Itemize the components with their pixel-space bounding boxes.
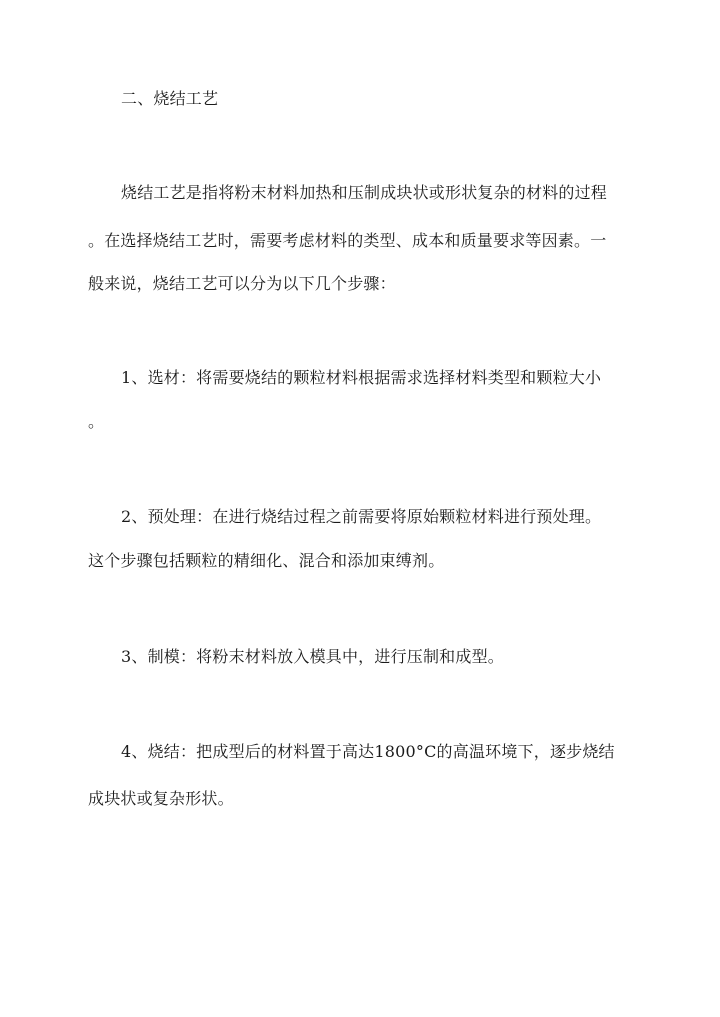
step-1-line-2: 。: [88, 412, 105, 431]
intro-line-2: 。在选择烧结工艺时，需要考虑材料的类型、成本和质量要求等因素。一: [88, 231, 607, 250]
step-1-line-1: 1、选材：将需要烧结的颗粒材料根据需求选择材料类型和颗粒大小: [121, 368, 602, 387]
intro-line-1: 烧结工艺是指将粉末材料加热和压制成块状或形状复杂的材料的过程: [121, 183, 608, 202]
step-2-line-2: 这个步骤包括颗粒的精细化、混合和添加束缚剂。: [88, 551, 445, 570]
step-4-line-2: 成块状或复杂形状。: [88, 789, 234, 808]
section-heading: 二、烧结工艺: [121, 89, 219, 108]
intro-line-3: 般来说，烧结工艺可以分为以下几个步骤：: [88, 274, 396, 293]
step-3-line-1: 3、制模：将粉末材料放入模具中，进行压制和成型。: [121, 647, 504, 666]
step-2-line-1: 2、预处理：在进行烧结过程之前需要将原始颗粒材料进行预处理。: [121, 507, 602, 526]
step-4-line-1: 4、烧结：把成型后的材料置于高达1800°C的高温环境下，逐步烧结: [121, 742, 615, 761]
